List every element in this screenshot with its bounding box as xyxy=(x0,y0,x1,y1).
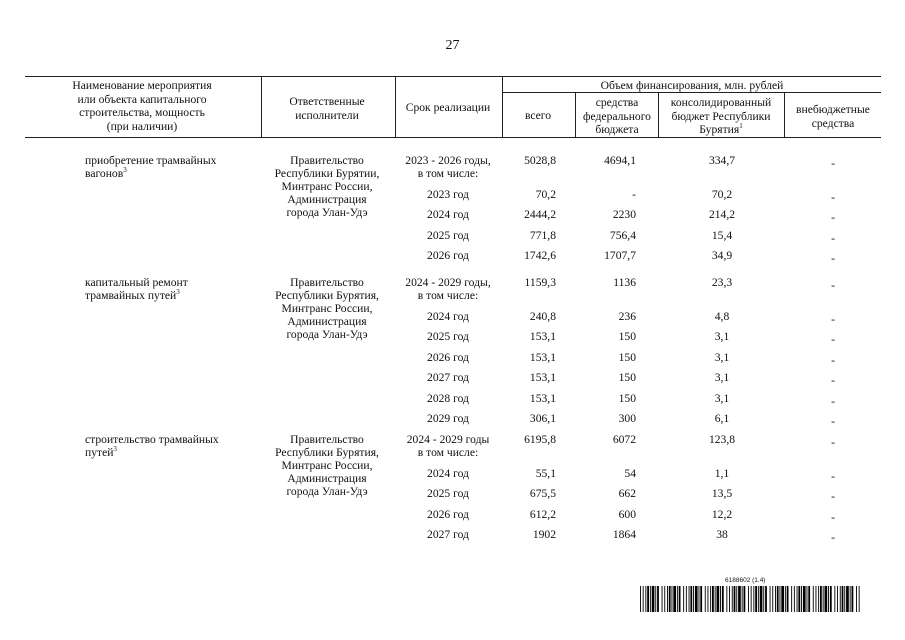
cell-total-text: 675,5 xyxy=(529,487,556,500)
cell-federal-text: 54 xyxy=(624,466,636,480)
header-total xyxy=(525,109,551,122)
cell-consolidated xyxy=(715,392,730,405)
period-line xyxy=(427,508,469,521)
cell-consolidated xyxy=(715,351,730,364)
cell-consolidated xyxy=(712,508,732,521)
cell-extrabudget xyxy=(831,279,835,292)
period-line-text: 2028 год xyxy=(427,391,469,405)
header-executors-line-text: Ответственные xyxy=(289,95,365,108)
executor-line xyxy=(275,167,380,180)
cell-total-text: 5028,8 xyxy=(524,154,556,167)
executor-line-text: Минтранс России, xyxy=(281,302,373,315)
header-divider xyxy=(784,92,785,137)
period-line-text: 2027 год xyxy=(427,528,469,541)
cell-extrabudget xyxy=(831,333,835,346)
header-divider xyxy=(502,76,503,137)
executor-line xyxy=(290,433,364,446)
cell-federal xyxy=(604,154,636,167)
cell-consolidated-text: 4,8 xyxy=(714,309,730,323)
period-line-text: 2023 год xyxy=(427,187,469,201)
executor-line xyxy=(287,193,366,206)
cell-consolidated-text: 15,4 xyxy=(711,228,733,242)
cell-federal xyxy=(619,351,636,364)
cell-total xyxy=(530,371,556,384)
period-line-text: 2023 - 2026 годы, xyxy=(405,154,491,167)
cell-consolidated-text: 3,1 xyxy=(714,391,730,405)
cell-total-text: 153,1 xyxy=(529,371,556,384)
cell-extrabudget-text: - xyxy=(831,231,835,245)
executor-line xyxy=(287,472,366,485)
executor-line-text: Администрация xyxy=(287,193,367,206)
cell-total xyxy=(524,433,556,446)
cell-consolidated xyxy=(715,310,730,323)
cell-total-text: 1742,6 xyxy=(524,249,556,262)
page-number: 27 xyxy=(445,38,460,53)
period-line xyxy=(427,188,469,201)
cell-total xyxy=(536,188,556,201)
barcode-label: 6188602 (1.4) xyxy=(725,577,766,584)
header-name-line-text: Наименование мероприятия xyxy=(72,79,212,92)
cell-extrabudget xyxy=(831,313,835,326)
executor-line xyxy=(275,289,379,302)
cell-extrabudget xyxy=(831,157,835,170)
cell-total-text: 306,1 xyxy=(529,412,556,425)
executor-line xyxy=(286,206,367,219)
cell-federal-text: 6072 xyxy=(612,433,636,446)
cell-consolidated-text: 12,2 xyxy=(711,507,733,521)
cell-federal xyxy=(619,371,636,384)
executor-line-text: Администрация xyxy=(287,472,367,485)
cell-extrabudget xyxy=(831,436,835,449)
cell-consolidated xyxy=(712,188,732,201)
measure-name-line xyxy=(85,289,180,302)
period-line xyxy=(427,249,469,262)
cell-consolidated-text: 70,2 xyxy=(711,187,733,201)
footnote-marker: 1 xyxy=(739,122,743,131)
executor-line-text: Правительство xyxy=(290,276,364,289)
cell-consolidated-text: 13,5 xyxy=(711,487,733,500)
header-name-line xyxy=(107,120,178,133)
cell-consolidated xyxy=(712,229,732,242)
header-name-line xyxy=(79,106,205,119)
period-line xyxy=(418,167,478,180)
cell-federal xyxy=(619,412,636,425)
cell-federal-text: 1707,7 xyxy=(604,249,636,262)
header-period xyxy=(406,101,491,114)
measure-name-line-text: приобретение трамвайных xyxy=(85,154,217,167)
footnote-marker: 3 xyxy=(113,445,117,454)
executor-line xyxy=(282,459,373,472)
period-line-text: 2024 год xyxy=(427,208,469,221)
cell-extrabudget-text: - xyxy=(831,333,835,346)
cell-total-text: 1159,3 xyxy=(524,276,556,289)
period-line xyxy=(405,276,490,289)
cell-federal xyxy=(619,310,636,323)
executor-line-text: города Улан-Удэ xyxy=(286,206,368,219)
cell-federal-text: 300 xyxy=(618,412,636,425)
header-consolidated-line-text: консолидированный xyxy=(670,96,772,109)
period-line xyxy=(405,154,490,167)
header-extrabudget-line-text: внебюджетные xyxy=(796,103,870,116)
cell-extrabudget-text: - xyxy=(831,510,835,524)
cell-federal xyxy=(613,208,636,221)
header-federal-line-text: федерального xyxy=(583,109,651,123)
measure-name-line xyxy=(85,446,117,459)
cell-federal-text: 150 xyxy=(618,371,636,384)
period-line xyxy=(418,289,478,302)
cell-consolidated xyxy=(709,208,735,221)
cell-federal-text: 4694,1 xyxy=(604,154,636,167)
period-line xyxy=(427,467,469,480)
period-line-text: 2026 год xyxy=(427,507,469,521)
period-line xyxy=(427,229,469,242)
cell-extrabudget xyxy=(831,395,835,408)
period-line-text: в том числе: xyxy=(417,446,479,459)
executor-line xyxy=(287,315,366,328)
cell-extrabudget-text: - xyxy=(831,415,835,428)
cell-federal xyxy=(613,528,636,541)
cell-consolidated-text: 23,3 xyxy=(711,276,733,289)
cell-federal xyxy=(619,487,636,500)
header-divider xyxy=(575,92,576,137)
period-line xyxy=(427,371,469,384)
measure-name-line-text: капитальный ремонт xyxy=(85,276,188,289)
period-line xyxy=(427,487,469,500)
cell-extrabudget-text: - xyxy=(831,353,835,367)
executor-line-text: Правительство xyxy=(290,154,364,167)
cell-total xyxy=(524,208,556,221)
header-period-text: Срок реализации xyxy=(405,101,491,114)
cell-federal xyxy=(624,467,636,480)
header-extrabudget-line-text: средства xyxy=(811,116,855,130)
cell-consolidated xyxy=(712,249,732,262)
cell-consolidated xyxy=(712,487,732,500)
cell-extrabudget-text: - xyxy=(831,157,835,170)
cell-total-text: 771,8 xyxy=(529,228,556,242)
cell-consolidated xyxy=(715,467,730,480)
cell-federal-text: 2230 xyxy=(612,208,636,221)
header-consolidated-line xyxy=(672,110,771,123)
barcode xyxy=(640,586,862,612)
cell-total xyxy=(530,392,556,405)
cell-total xyxy=(524,154,556,167)
header-consolidated-line xyxy=(699,123,742,136)
period-line xyxy=(407,433,490,446)
period-line-text: 2026 год xyxy=(427,249,469,262)
cell-consolidated xyxy=(709,154,735,167)
footnote-marker: 3 xyxy=(176,288,180,297)
header-name-line-text: (при наличии) xyxy=(106,119,178,133)
header-consolidated-line-text: бюджет Республики xyxy=(671,109,771,123)
executor-line xyxy=(286,328,367,341)
period-line-text: в том числе: xyxy=(417,167,479,180)
cell-total xyxy=(530,351,556,364)
cell-total-text: 6195,8 xyxy=(524,433,556,446)
header-divider xyxy=(658,92,659,137)
header-federal-line xyxy=(596,96,639,109)
cell-federal-text: 150 xyxy=(618,350,636,364)
executor-line-text: Минтранс России, xyxy=(281,459,373,472)
executor-line-text: Минтранс России, xyxy=(281,180,373,193)
header-federal-line-text: средства xyxy=(595,96,639,109)
header-volume xyxy=(601,79,784,92)
executor-line xyxy=(282,180,373,193)
cell-total-text: 153,1 xyxy=(529,330,556,343)
header-total-text: всего xyxy=(524,109,552,122)
header-extrabudget-line xyxy=(812,117,855,130)
executor-line xyxy=(290,154,364,167)
measure-name-line-text: трамвайных путей xyxy=(85,289,177,302)
period-line-text: 2029 год xyxy=(427,412,469,425)
cell-extrabudget-text: - xyxy=(831,531,835,544)
cell-extrabudget xyxy=(831,374,835,387)
footnote-marker: 3 xyxy=(123,166,127,175)
cell-extrabudget xyxy=(831,470,835,483)
cell-federal xyxy=(604,249,636,262)
cell-extrabudget-text: - xyxy=(831,312,835,326)
cell-consolidated xyxy=(715,371,730,384)
cell-extrabudget-text: - xyxy=(831,469,835,483)
header-executors-line xyxy=(289,95,364,108)
cell-consolidated-text: 334,7 xyxy=(708,154,736,167)
cell-total xyxy=(533,528,556,541)
header-extrabudget-line xyxy=(796,103,870,116)
cell-federal xyxy=(619,330,636,343)
period-line-text: 2025 год xyxy=(427,487,469,500)
cell-consolidated xyxy=(712,276,732,289)
cell-federal-text: 236 xyxy=(618,309,636,323)
header-name-line xyxy=(77,93,206,106)
cell-extrabudget-text: - xyxy=(831,279,835,292)
measure-name-line-text: строительство трамвайных xyxy=(85,433,219,446)
cell-consolidated xyxy=(715,412,730,425)
cell-federal xyxy=(613,276,636,289)
header-federal-line xyxy=(583,110,651,123)
period-line-text: 2024 год xyxy=(427,309,469,323)
cell-total xyxy=(530,487,556,500)
cell-total xyxy=(525,276,556,289)
cell-consolidated-text: 3,1 xyxy=(714,350,730,364)
cell-federal-text: 150 xyxy=(618,330,636,343)
cell-extrabudget-text: - xyxy=(831,252,835,265)
cell-extrabudget-text: - xyxy=(831,394,835,408)
header-consolidated-line-text: Бурятия xyxy=(699,123,740,136)
cell-consolidated-text: 3,1 xyxy=(714,371,730,384)
executor-line xyxy=(275,446,379,459)
header-volume-text: Объем финансирования, млн. рублей xyxy=(600,79,784,92)
cell-consolidated-text: 1,1 xyxy=(714,466,730,480)
cell-federal-text: 1864 xyxy=(612,528,636,541)
cell-federal-text: 1136 xyxy=(613,276,636,289)
cell-total-text: 153,1 xyxy=(529,391,556,405)
cell-total xyxy=(530,508,556,521)
cell-consolidated-text: 214,2 xyxy=(708,208,736,221)
cell-federal-text: 756,4 xyxy=(609,228,636,242)
period-line-text: 2025 год xyxy=(427,228,469,242)
period-line xyxy=(427,208,469,221)
cell-total xyxy=(530,310,556,323)
period-line xyxy=(427,351,469,364)
period-line xyxy=(427,528,469,541)
cell-consolidated-text: 34,9 xyxy=(711,249,733,262)
cell-extrabudget xyxy=(831,511,835,524)
header-executors-line-text: исполнители xyxy=(295,108,359,122)
volume-sub-rule xyxy=(502,92,881,93)
cell-total-text: 70,2 xyxy=(535,187,556,201)
measure-name-line xyxy=(85,154,216,167)
executor-line xyxy=(286,485,367,498)
cell-total xyxy=(536,467,556,480)
period-line-text: в том числе: xyxy=(417,289,479,302)
cell-extrabudget-text: - xyxy=(831,490,835,503)
cell-extrabudget xyxy=(831,415,835,428)
executor-line-text: Администрация xyxy=(287,315,367,328)
cell-total-text: 153,1 xyxy=(529,350,556,364)
executor-line-text: города Улан-Удэ xyxy=(286,328,368,341)
cell-consolidated-text: 38 xyxy=(716,528,728,541)
cell-total-text: 55,1 xyxy=(535,466,556,480)
executor-line-text: Республики Бурятия, xyxy=(275,289,379,302)
cell-federal xyxy=(613,433,636,446)
executor-line-text: Республики Бурятия, xyxy=(275,446,379,459)
period-line-text: 2025 год xyxy=(427,330,469,343)
cell-federal xyxy=(619,392,636,405)
cell-total xyxy=(530,412,556,425)
cell-total-text: 240,8 xyxy=(529,309,556,323)
cell-total-text: 1902 xyxy=(532,528,556,541)
cell-total xyxy=(524,249,556,262)
cell-total xyxy=(530,229,556,242)
cell-extrabudget xyxy=(831,252,835,265)
cell-federal-text: 662 xyxy=(618,487,636,500)
executor-line-text: Правительство xyxy=(290,433,364,446)
period-line-text: 2024 - 2029 годы xyxy=(406,433,490,446)
cell-federal xyxy=(619,508,636,521)
header-executors-line xyxy=(295,109,359,122)
cell-extrabudget xyxy=(831,531,835,544)
cell-federal-text: 150 xyxy=(618,391,636,405)
header-federal-line-text: бюджета xyxy=(595,123,639,136)
header-divider xyxy=(395,76,396,137)
cell-total xyxy=(530,330,556,343)
cell-consolidated xyxy=(715,330,730,343)
cell-extrabudget-text: - xyxy=(831,211,835,224)
cell-extrabudget xyxy=(831,211,835,224)
measure-name-line xyxy=(85,433,219,446)
cell-extrabudget xyxy=(831,490,835,503)
period-line xyxy=(427,412,469,425)
measure-name-line xyxy=(85,276,188,289)
period-line xyxy=(418,446,478,459)
cell-federal-text: - xyxy=(632,187,636,201)
header-name-line-text: строительства, мощность xyxy=(79,106,205,119)
period-line-text: 2027 год xyxy=(427,371,469,384)
executor-line-text: города Улан-Удэ xyxy=(286,485,368,498)
period-line-text: 2024 год xyxy=(427,466,469,480)
cell-federal xyxy=(632,188,636,201)
measure-name-line-text: путей xyxy=(85,446,114,459)
cell-extrabudget-text: - xyxy=(831,374,835,387)
header-name-line xyxy=(72,79,211,92)
period-line-text: 2026 год xyxy=(427,350,469,364)
measure-name-line xyxy=(85,167,127,180)
table-top-rule xyxy=(25,76,881,77)
cell-total-text: 612,2 xyxy=(529,507,556,521)
cell-consolidated-text: 123,8 xyxy=(708,433,736,446)
header-name-line-text: или объекта капитального xyxy=(77,92,207,106)
cell-consolidated-text: 3,1 xyxy=(714,330,730,343)
executor-line-text: Республики Бурятии, xyxy=(274,167,380,180)
cell-consolidated-text: 6,1 xyxy=(714,412,730,425)
period-line-text: 2024 - 2029 годы, xyxy=(405,276,491,289)
header-consolidated-line xyxy=(671,96,771,109)
cell-total-text: 2444,2 xyxy=(524,208,556,221)
header-bottom-rule xyxy=(25,137,881,138)
header-federal-line xyxy=(595,123,638,136)
header-divider xyxy=(261,76,262,137)
cell-extrabudget xyxy=(831,191,835,204)
executor-line xyxy=(290,276,364,289)
executor-line xyxy=(282,302,373,315)
period-line xyxy=(427,392,469,405)
cell-consolidated xyxy=(716,528,728,541)
cell-consolidated xyxy=(709,433,735,446)
cell-extrabudget xyxy=(831,232,835,245)
period-line xyxy=(427,310,469,323)
cell-extrabudget xyxy=(831,354,835,367)
measure-name-line-text: вагонов xyxy=(85,167,124,180)
cell-extrabudget-text: - xyxy=(831,190,835,204)
cell-extrabudget-text: - xyxy=(831,436,835,449)
cell-federal xyxy=(610,229,636,242)
period-line xyxy=(427,330,469,343)
cell-federal-text: 600 xyxy=(618,507,636,521)
